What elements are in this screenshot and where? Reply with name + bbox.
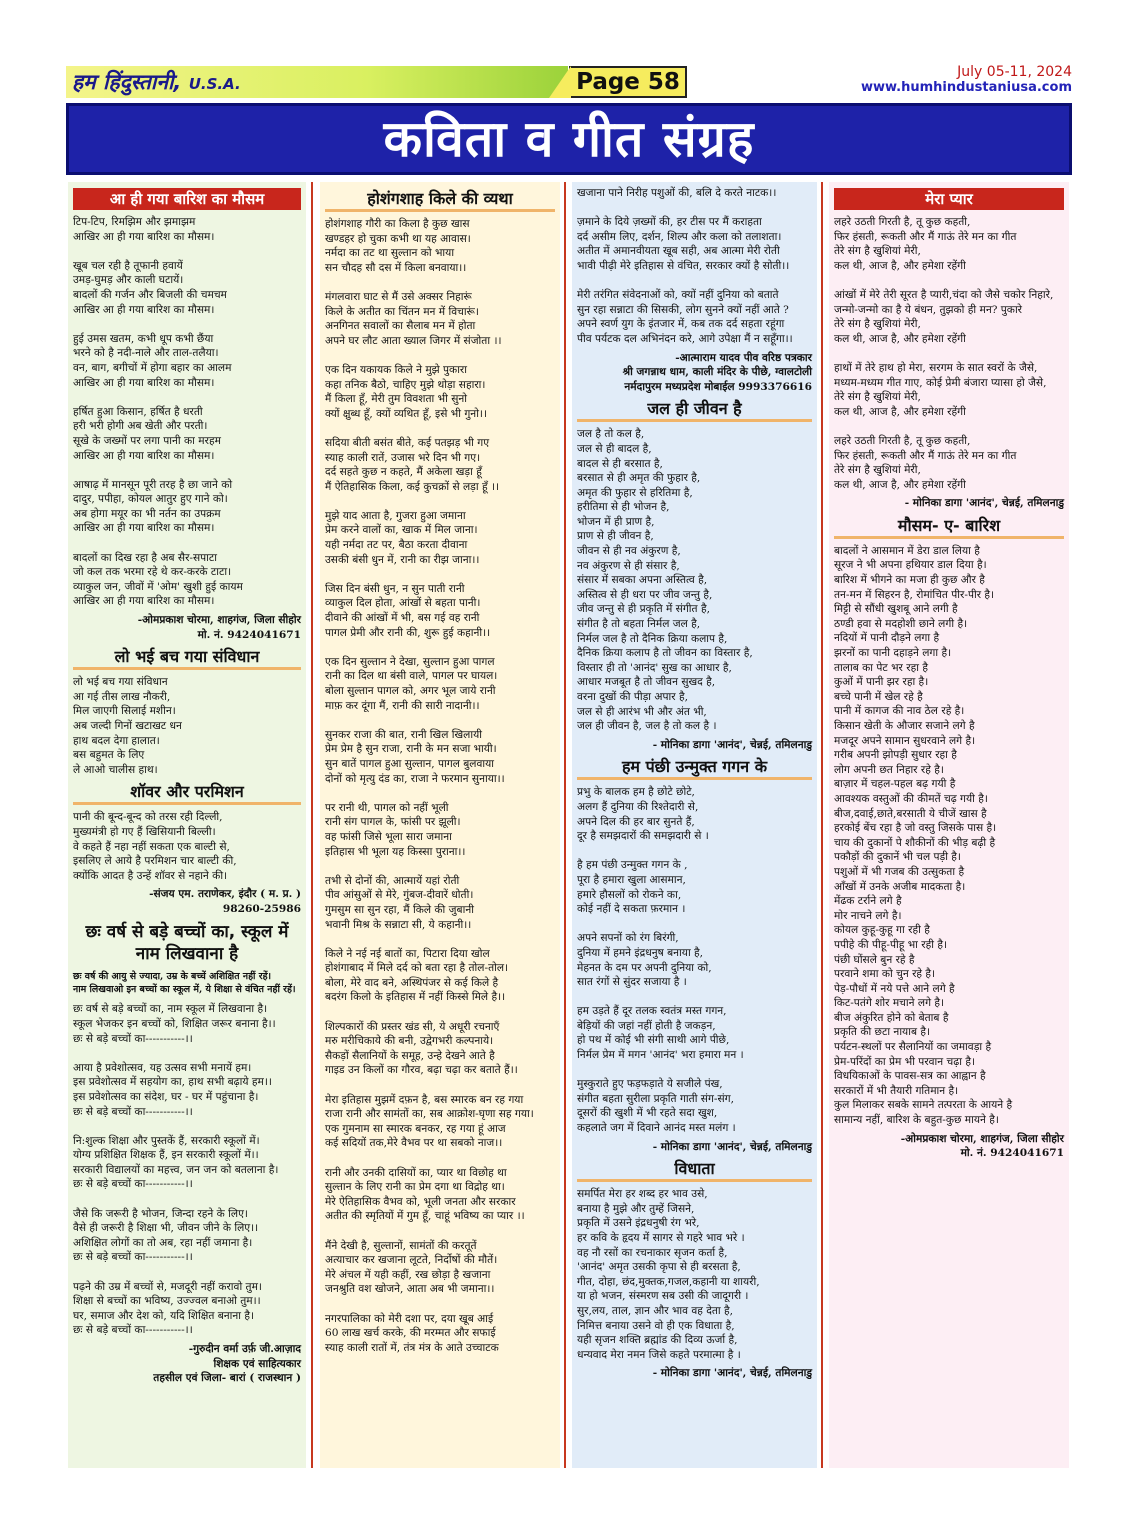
- column-2: [320, 182, 560, 1468]
- website-url: www.humhindustaniusa.com: [860, 80, 1072, 95]
- poem-text: प्रभु के बालक हम है छोटे छोटे, अलग हैं दुनिया की रिश्तेदारी से, अपने दिल की हर बार सुनते हैं, दूर है समझदारों की समझदारी से । है हम पंछी उन्मुक्त गगन के , पूरा है हमारा खुला आसमान, हमारे हौसलों को रोकने का, कोई नहीं दे सकता फ़रमान । अपने सपनों को रंग बिरंगी, दुनिया में हमने इंद्रधनुष बनाया है, मेहनत के दम पर अपनी दुनिया को, सात रंगों से सुंदर सजाया है । हम उड़ते हैं दूर तलक स्वतंत्र मस्त गगन, बेड़ियों की जहां नहीं होती है जकड़न, हो पथ में कोई भी संगी साथी आगे पीछे, निर्मल प्रेम में मगन 'आनंद' भरा हमारा मन । मुस्कुराते हुए फड़फड़ाते ये सजीले पंख, संगीत बहता सुरीला प्रकृति गाती संग-संग, दूसरों की खुशी में भी रहते सदा खुश, कहलाते जग में दिवाने आनंद मस्त मलंग ।: [577, 786, 744, 1135]
- poem-credit: - मोनिका डागा 'आनंद', चेन्नई, तमिलनाडु: [652, 1140, 812, 1153]
- poem-title: छः वर्ष से बड़े बच्चों का, स्कूल में नाम लिखवाना है: [85, 921, 289, 964]
- column-divider: [821, 182, 823, 1468]
- column-1: [68, 182, 306, 1468]
- poem-credit: -आत्माराम यादव पीव वरिष्ठ पत्रकार श्री जगन्नाथ धाम, काली मंदिर के पीछे, ग्वालटोली नर्मदापुरम मध्यप्रदेश मोबाईल 9993376616: [622, 351, 812, 393]
- poem-credit: -गुरुदीन वर्मा उर्फ़ जी.आज़ाद शिक्षक एवं साहित्यकार तहसील एवं जिला- बारां ( राजस्थान ): [153, 1343, 301, 1385]
- poem-text: समर्पित मेरा हर शब्द हर भाव उसे, बनाया है मुझे और तुम्हें जिसने, प्रकृति में उसने इंद्रधनुषी रंग भरे, हर कवि के हृदय में सागर से गहरे भाव भरे । वह नौ रसों का रचनाकार सृजन कर्ता है, 'आनंद' अमृत उसकी कृपा से ही बरसता है, गीत, दोहा, छंद,मुक्तक,गजल,कहानी या शायरी, या हो भजन, संस्मरण सब उसी की जादूगरी । सुर,लय, ताल, ज्ञान और भाव वह देता है, निमित्त बनाया उसने वो ही एक विधाता है, यही सृजन शक्ति ब्रह्मांड की दिव्य ऊर्जा है, धन्यवाद मेरा नमन जिसे कहते परमात्मा है ।: [577, 1188, 760, 1361]
- column-4: [829, 182, 1069, 1468]
- poem-credit: - मोनिका डागा 'आनंद', चेन्नई, तमिलनाडु: [904, 497, 1064, 510]
- poem-text: छः वर्ष से बड़े बच्चों का, नाम स्कूल में लिखवाना है। स्कूल भेजकर इन बच्चों को, शिक्षित जरूर बनाना है।। छः से बड़े बच्चों का-----------।। आया है प्रवेशोत्सव, यह उत्सव सभी मनायें हम। इस प्रवेशोत्सव में सहयोग का, हाथ सभी बढ़ाये हम।। इस प्रवेशोत्सव का संदेश, घर - घर में पहुंचाना है। छः से बड़े बच्चों का-----------।। नि:शुल्क शिक्षा और पुस्तकें हैं, सरकारी स्कूलों में। योग्य प्रशिक्षित शिक्षक हैं, इन सरकारी स्कूलों में।। सरकारी विद्यालयों का महत्त्व, जन जन को बतलाना है। छः से बड़े बच्चों का-----------।। जैसे कि जरूरी है भोजन, जिन्दा रहने के लिए। वैसे ही जरूरी है शिक्षा भी, जीवन जीने के लिए।। अशिक्षित लोगों का तो अब, रहा नहीं जमाना है। छः से बड़े बच्चों का-----------।। पढ़ने की उम्र में बच्चों से, मजदूरी नहीं करावो तुम। शिक्षा से बच्चों का भविष्य, उज्ज्वल बनाओ तुम।। घर, समाज और देश को, यदि शिक्षित बनाना है। छः से बड़े बच्चों का-----------।।: [73, 1003, 279, 1337]
- poem-text: टिप-टिप, रिमझिम और झमाझम आखिर आ ही गया बारिश का मौसम। खूब चल रही है तूफानी हवायें उमड़-घुमड़ और काली घटायें। बादलों की गर्जन और बिजली की चमचम आखिर आ ही गया बारिश का मौसम। हुई उमस खतम, कभी धूप कभी छैंया भरने को है नदी-नाले और ताल-तलैया। वन, बाग, बगीचों में होगा बहार का आलम आखिर आ ही गया बारिश का मौसम। हर्षित हुआ किसान, हर्षित है धरती हरी भरी होगी अब खेती और परती। सूखे के जख्मों पर लगा पानी का मरहम आखिर आ ही गया बारिश का मौसम। आषाढ़ में मानसून पूरी तरह है छा जाने को दादुर, पपीहा, कोयल आतुर हुए गाने को। अब होगा मयूर का भी नर्तन का उपक्रम आखिर आ ही गया बारिश का मौसम। बादलों का दिख रहा है अब सैर-सपाटा जो कल तक भरमा रहे थे कर-करके टाटा। व्याकुल जन, जीवों में 'ओम' खुशी हुई कायम आखिर आ ही गया बारिश का मौसम।: [73, 216, 243, 608]
- issue-date: July 05-11, 2024: [957, 64, 1072, 80]
- section-banner: [66, 103, 1072, 175]
- page-title: कविता व गीत संग्रह: [383, 110, 755, 168]
- column-divider: [564, 182, 566, 1468]
- column-divider: [311, 182, 313, 1468]
- poem-credit: -ओमप्रकाश चोरमा, शाहगंज, जिला सीहोर मो. नं. 9424041671: [900, 1132, 1064, 1160]
- poem-text: लहरे उठती गिरती है, तू कुछ कहती, फिर हंसती, रूकती और मैं गाऊं तेरे मन का गीत तेरे संग है खुशियां मेरी, कल थी, आज है, और हमेशा रहेंगी आंखों में मेरे तेरी सूरत है प्यारी,चंदा को जैसे चकोर निहारे, जन्मो-जन्मो का है ये बंधन, तुझको ही मन? पुकारे तेरे संग है खुशियां मेरी, कल थी, आज है, और हमेशा रहेंगी हाथों में तेरे हाथ हो मेरा, सरगम के सात स्वरों के जैसे, मध्यम-मध्यम गीत गाए, कोई प्रेमी बंजारा प्यासा हो जैसे, तेरे संग है खुशियां मेरी, कल थी, आज है, और हमेशा रहेंगी लहरे उठती गिरती है, तू कुछ कहती, फिर हंसती, रूकती और मैं गाऊं तेरे मन का गीत तेरे संग है खुशियां मेरी, कल थी, आज है, और हमेशा रहेंगी: [834, 216, 1054, 491]
- poem-title: आ ही गया बारिश का मौसम: [73, 188, 301, 210]
- poem-title: होशंगशाह किले की व्यथा: [325, 188, 555, 212]
- column-3: [572, 182, 817, 1468]
- poem-credit: -संजय एम. तराणेकर, इंदौर ( म. प्र. ) 98260-25986: [149, 888, 301, 915]
- poem-title: विधाता: [577, 1158, 812, 1182]
- poem-title: शॉवर और परमिशन: [73, 781, 301, 805]
- poem-text: जल है तो कल है, जल से ही बादल है, बादल से ही बरसात है, बरसात से ही अमृत की फुहार है, अमृत की फुहार से हरितिमा है, हरीतिमा से ही भोजन है, भोजन में ही प्राण है, प्राण से ही जीवन है, जीवन से ही नव अंकुरण है, नव अंकुरण से ही संसार है, संसार में सबका अपना अस्तित्व है, अस्तित्व से ही धरा पर जीव जन्तु है, जीव जन्तु से ही प्रकृति में संगीत है, संगीत है तो बहता निर्मल जल है, निर्मल जल है तो दैनिक क्रिया कलाप है, दैनिक क्रिया कलाप है तो जीवन का विस्तार है, विस्तार ही तो 'आनंद' सुख का आधार है, आधार मजबूत है तो जीवन सुखद है, वरना दुखों की पीड़ा अपार है, जल से ही आरंभ भी और अंत भी, जल ही जीवन है, जल है तो कल है ।: [577, 428, 753, 733]
- brand-logo: हम हिंदुस्तानी, U.S.A.: [66, 66, 568, 98]
- poem-title: मौसम- ए- बारिश: [834, 515, 1064, 539]
- poem-text: होशंगशाह गौरी का किला है कुछ खास खण्डहर हो चुका कभी था यह आवास। नर्मदा का तट था सुल्तान को भाया सन चौदह सौ दस में किला बनवाया।। मंगलवारा घाट से मैं उसे अक्सर निहारूं किले के अतीत का चिंतन मन में विचारूं। अनगिनत सवालों का सैलाब मन में होता अपने घर लौट आता ख्याल जिगर में संजोता ।। एक दिन यकायक किले ने मुझे पुकारा कहा तनिक बैठो, चाहिए मुझे थोड़ा सहारा। मैं किला हूँ, मेरी तुम विवशता भी सुनो क्यों क्षुब्ध हूँ, क्यों व्यथित हूँ, इसे भी गुनो।। सदिया बीती बसंत बीते, कई पतझड़ भी गए स्याह काली रातें, उजास भरे दिन भी गए। दर्द सहते कुछ न कहते, मैं अकेला खड़ा हूँ मैं ऐतिहासिक किला, कई कुचक्रों से लड़ा हूँ ।। मुझे याद आता है, गुजरा हुआ जमाना प्रेम करने वालों का, खाक में मिल जाना। यही नर्मदा तट पर, बैठा करता दीवाना उसकी बंसी धुन में, रानी का रीझ जाना।। जिस दिन बंसी धुन, न सुन पाती रानी व्याकुल दिल होता, आंखों से बहता पानी। दीवाने की आंखों में भी, बस गई वह रानी पागल प्रेमी और रानी की, शुरू हुई कहानी।। एक दिन सुल्तान ने देखा, सुल्तान हुआ पागल रानी का दिल था बंसी वाले, पागल पर घायल। बोला सुल्तान पागल को, अगर भूल जाये रानी माफ़ कर दूंगा मैं, रानी की सारी नादानी।। सुनकर राजा की बात, रानी खिल खिलायी प्रेम प्रेम है सुन राजा, रानी के मन सजा भायी। सुन बातें पागल हुआ सुल्तान, पागल बुलवाया दोनों को मृत्यु दंड का, राजा ने फरमान सुनाया।। पर रानी थी, पागल को नहीं भूली रानी संग पागल के, फांसी पर झूली। वह फांसी जिसे भूला सारा जमाना इतिहास भी भूला यह किस्सा पुराना।। तभी से दोनों की, आत्मायें यहां रोती पीव आंसुओं से मेरे, गुंबज-दीवारें धोती। गुमसुम सा सुन रहा, मैं किले की जुबानी भवानी मिश्र के सन्नाटा सी, ये कहानी।। किले ने नई नई बातों का, पिटारा दिया खोल होशंगाबाद में मिले दर्द को बता रहा है तोल-तोल। बोला, मेरे वाद बने, अस्थिपंजर से कई किले है बदरंग किलो के इतिहास में नहीं किस्से मिले है।। शिल्पकारों की प्रस्तर खंड सी, ये अधूरी रचनाएँ मरु मरीचिकाये की बनी, उद्वेगभरी कल्पनाये। सैकड़ों सैलानियों के समूह, उन्हे देखने आते है गाइड उन किलों का गौरव, बढ़ा चढ़ा कर बताते हैं।। मेरा इतिहास मुझमें दफ़न है, बस स्मारक बन रह गया राजा रानी और सामंतों का, सब आक्रोश-घृणा सह गया। एक गुमनाम सा स्मारक बनकर, रह गया हूं आज कई सदियों तक,मेरे वैभव पर था सबको नाज।। रानी और उनकी दासियों का, प्यार था विछोह था सुल्तान के लिए रानी का प्रेम दगा था विद्रोह था। मेरे ऐतिहासिक वैभव को, भूली जनता और सरकार अतीत की स्मृतियों में गुम हूँ, चाहूं भविष्य का प्यार ।। मैंने देखी है, सुल्तानों, सामंतों की करतूतें अत्याचार कर खजाना लूटते, निर्दोषों की मौतें। मेरे अंचल में यही कहीं, रख छोड़ा है खजाना जनश्रुति वश खोजने, आता अब भी जमाना।। नगरपालिका को मेरी दशा पर, दया खूब आई 60 लाख खर्च करके, की मरम्मत और सफाई स्याह काली रातों में, तंत्र मंत्र के आते उच्चाटक: [325, 218, 534, 1354]
- dateline: [861, 64, 1072, 95]
- poem-text: बादलों ने आसमान में डेरा डाल लिया है सूरज ने भी अपना हथियार डाल दिया है। बारिश में भीगने का मजा ही कुछ और है तन-मन में सिहरन है, रोमांचित पीर-पीर है। मिट्टी से सौंधी खुशबू आने लगी है ठण्डी हवा से मदहोशी छाने लगी है। नदियों में पानी दौड़ने लगा है झरनों का पानी दहाड़ने लगा है। तालाब का पेट भर रहा है कुओं में पानी झर रहा है। बच्चे पानी में खेल रहे है पानी में कागज की नाव ठेल रहे है। किसान खेती के औजार सजाने लगे है मजदूर अपने सामान सुधरवाने लगे है। गरीब अपनी झोपड़ी सुधार रहा है लोग अपनी छत निहार रहे है। बाज़ार में चहल-पहल बढ़ गयी है आवश्यक वस्तुओं की कीमतें चढ़ गयी है। बीज,दवाई,छाते,बरसाती ये चीजें खास है हरकोई बेंच रहा है जो वस्तु जिसके पास है। चाय की दुकानों पे शौकीनों की भीड़ बढ़ी है पकौड़ों की दुकानें भी चल पड़ी है। पशुओं में भी गजब की उत्सुकता है आँखों में उनके अजीब मादकता है। मेंढक टर्राने लगे है मोर नाचने लगे है। कोयल कुहू-कुहू गा रही है पपीहे की पीहू-पीहू भा रही है। पंछी घोंसले बुन रहे है परवाने शमा को चुन रहे है। पेड़-पौधों में नये पत्ते आने लगे है किट-पतंगे शोर मचाने लगे है। बीज अंकुरित होने को बेताब है प्रकृति की छटा नायाब है। पर्यटन-स्थलों पर सैलानियों का जमावड़ा है प्रेम-परिंदों का प्रेम भी परवान चढ़ा है। विधयिकाओं के पावस-सत्र का आह्वान है सरकारों में भी तैयारी गतिमान है। कुल मिलाकर सबके सामने तत्परता के आयने है सामान्य नहीं, बारिश के बहुत-कुछ मायने है।: [834, 544, 1013, 1127]
- poem-title: हम पंछी उन्मुक्त गगन के: [577, 756, 812, 780]
- poem-title: जल ही जीवन है: [577, 398, 812, 422]
- poem-text: पानी की बून्द-बून्द को तरस रही दिल्ली, मुख्यमंत्री हो गए हैं खिसियानी बिल्ली। वे कहते हैं नहा नहीं सकता एक बाल्टी से, इसलिए ले आये है परमिशन चार बाल्टी की, क्योंकि आदत है उन्हें शॉवर से नहाने की।: [73, 811, 237, 882]
- poem-text: लो भई बच गया संविधान आ गई तीस लाख नौकरी, मिल जाएगी सिलाई मशीन। अब जल्दी गिनों खटाखट धन हाथ बदल देगा हालात। बस बहुमत के लिए ले आओ चालीस हाथ।: [73, 676, 182, 776]
- poem-credit: - मोनिका डागा 'आनंद', चेन्नई, तमिलनाडु: [652, 738, 812, 751]
- poem-intro: छः वर्ष की आयु से ज्यादा, उम्र के बच्चें अशिक्षित नहीं रहें। नाम लिखवाओ इन बच्चों का स्कूल में, ये शिक्षा से वंचित नहीं रहें।: [73, 970, 296, 995]
- poem-credit: -ओमप्रकाश चोरमा, शाहगंज, जिला सीहोर मो. नं. 9424041671: [137, 614, 301, 641]
- poem-credit: - मोनिका डागा 'आनंद', चेन्नई, तमिलनाडु: [652, 1367, 812, 1380]
- page-number: Page 58: [569, 66, 687, 98]
- poem-text: खजाना पाने निरीह पशुओं की, बलि दे करते नाटक।। ज़माने के दिये ज़ख्मों की, हर टीस पर मैं कराहता दर्द असीम लिए, दर्शन, शिल्प और कला को तलाशता। अतीत में अमानवीयता खूब सही, अब आत्मा मेरी रोती भावी पीढ़ी मेरे इतिहास से वंचित, सरकार क्यों है सोती।। मेरी तरंगित संवेदनाओं को, क्यों नहीं दुनिया को बताते सुन रहा सन्नाटा की सिसकी, लोग सुनने क्यों नहीं आते ? अपने स्वर्ण युग के इंतजार में, कब तक दर्द सहता रहूंगा पीव पर्यटक दल अभिनंदन करे, आगे उपेक्षा मैं न सहूँगा।।: [577, 187, 793, 345]
- poem-title: लो भई बच गया संविधान: [73, 646, 301, 670]
- poem-title: मेरा प्यार: [834, 188, 1064, 210]
- masthead: [66, 66, 1072, 102]
